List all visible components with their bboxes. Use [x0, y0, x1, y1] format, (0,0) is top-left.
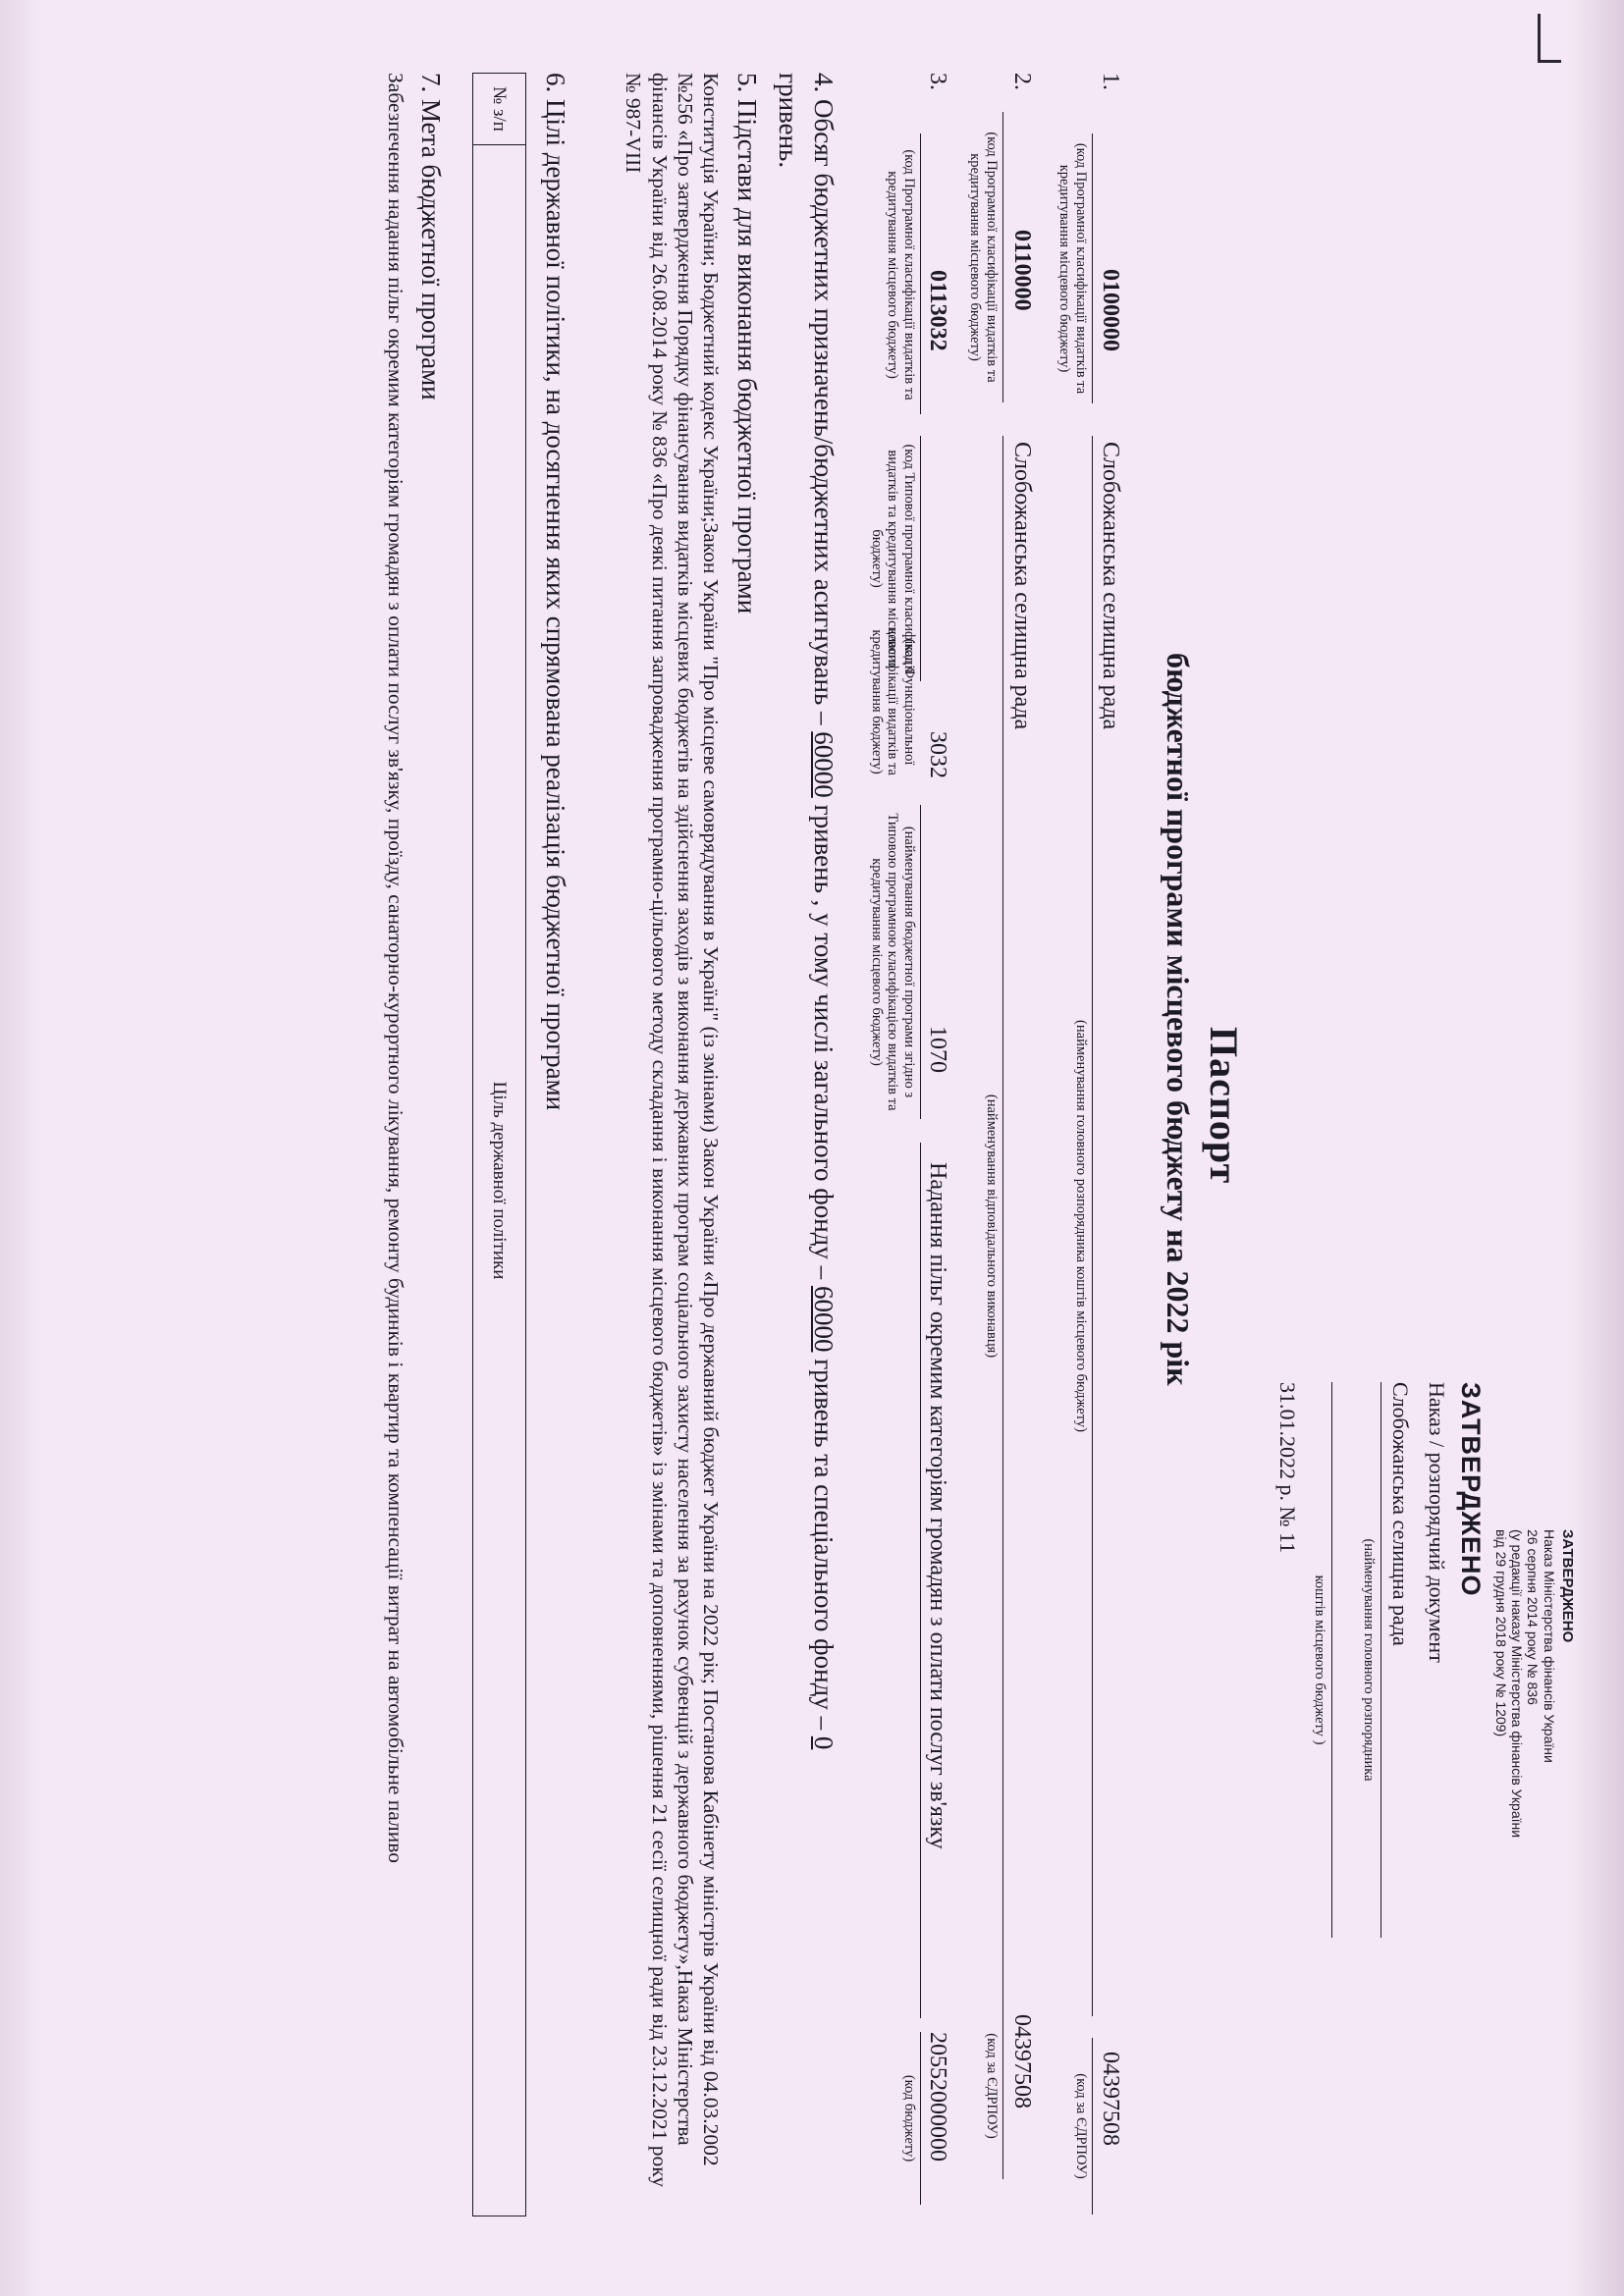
- fkvk-caption: (код Функціональної класифікації видатків та кредитування бюджету): [868, 628, 917, 775]
- program-code-underline: [920, 133, 921, 414]
- program-name-caption: (найменування бюджетної програми згідно з Типовою програмною класифікацією видатків та кредитування місцевого бюджету): [868, 813, 917, 1111]
- document-subtitle: бюджетної програми місцевого бюджету на 2022 рік: [1161, 653, 1196, 1386]
- program-name: Надання пільг окремим категоріям громадян з оплати послуг зв'язку: [925, 1162, 950, 1849]
- program-code-underline: [1092, 133, 1093, 403]
- program-code: 0110000: [1009, 230, 1035, 311]
- program-name-underline: [920, 1143, 921, 2018]
- approved-doc-type: Наказ / розпорядчий документ: [1425, 1382, 1449, 1663]
- tpkvk-caption: (код Типової програмної класифікації видатків та кредитування місцевого бюджету): [868, 444, 917, 673]
- item-number: 2.: [1009, 73, 1035, 90]
- policy-goals-table: [472, 73, 526, 2216]
- column-header-number: № з/п: [473, 74, 526, 145]
- approval-stamp-line: (у редакції наказу Міністерства фінансів України: [1509, 1529, 1525, 1839]
- approved-date-number: 31.01.2022 р. № 11: [1275, 1382, 1300, 1554]
- section-4-amounts: [808, 73, 839, 1749]
- program-code-caption: (код Програмної класифікації видатків та кредитування місцевого бюджету): [1056, 142, 1089, 395]
- budget-code: 20552000000: [925, 2032, 950, 2162]
- manager-name: Слобожанська селищна рада: [1098, 442, 1123, 730]
- tpkvk-underline: [920, 436, 921, 681]
- manager-name-caption: (найменування головного розпорядника коштів місцевого бюджету): [1073, 1020, 1089, 1432]
- edrpou-code: 04397508: [1098, 2052, 1123, 2146]
- section-4-text: 4. Обсяг бюджетних призначень/бюджетних асигнувань –: [809, 73, 839, 725]
- program-code-underline: [1002, 112, 1003, 402]
- fkvk-underline: [920, 805, 921, 1119]
- executor-name-caption: (найменування відповідального виконавця): [984, 1094, 1000, 1359]
- amount-special-fund: 0: [809, 1735, 839, 1750]
- program-code: 0100000: [1098, 269, 1123, 351]
- budget-code-caption: (код бюджету): [901, 2074, 917, 2163]
- program-code: 0113032: [925, 270, 950, 351]
- executor-name: Слобожанська селищна рада: [1009, 442, 1035, 730]
- section-4-text: гривень , у тому числі загального фонду –: [809, 804, 839, 1280]
- section-7-heading: 7. Мета бюджетної програми: [416, 73, 446, 400]
- table-header-row: [473, 74, 526, 2216]
- fkvk-code: 1070: [925, 1026, 950, 1073]
- tpkvk-code: 3032: [925, 731, 950, 778]
- amount-total: 60000: [809, 731, 839, 798]
- section-5-legal-basis: Конституція України; Бюджетний кодекс України;Закон України "Про місцеве самоврядування в Україні" (із змінами) Закон України «Про державний бюджет України на 2022 рік; Постанова Кабінету міністрів України від 04.03.2002 №256 «Про затвердження Порядку фінансування видатків місцевих бюджетів на здійснення заходів з виконання державних програм соціального захисту населення за рахунок субвенцій з державного бюджету»,Наказ Міністерства фінансів України від 26.08.2014 року № 836 «Про деякі питання запровадження програмно-цільового методу складання і виконання місцевого бюджетів» із змінами та доповненнями, рішення 21 сесії селищної ради від 23.12.2021 року № 987-VIII: [622, 73, 723, 2188]
- program-code-caption: (код Програмної класифікації видатків та кредитування місцевого бюджету): [967, 132, 1000, 383]
- edrpou-caption: (код за ЄДРПОУ): [984, 2033, 1000, 2139]
- approved-caption-2: коштів місцевого бюджету ): [1312, 1575, 1327, 1745]
- section-4-text: гривень та спеціального фонду –: [809, 1359, 839, 1731]
- program-code-caption: (код Програмної класифікації видатків та кредитування місцевого бюджету): [885, 149, 917, 400]
- column-header-goal: Ціль державної політики: [473, 145, 526, 2216]
- section-4-text-end: гривень.: [774, 73, 803, 169]
- approval-stamp-title: ЗАТВЕРДЖЕНО: [1559, 1529, 1576, 1643]
- executor-name-underline: [1002, 436, 1003, 2016]
- edrpou-code: 04397508: [1009, 2014, 1035, 2109]
- approval-stamp-line: 26 серпня 2014 року № 836: [1525, 1529, 1541, 1705]
- edrpou-underline: [1002, 1993, 1003, 2179]
- approved-org-underline: [1380, 1382, 1381, 1938]
- edrpou-caption: (код за ЄДРПОУ): [1073, 2073, 1089, 2179]
- edrpou-underline: [1092, 2038, 1093, 2215]
- approval-stamp-line: від 29 грудня 2018 року № 1209): [1493, 1529, 1509, 1737]
- item-number: 3.: [925, 73, 950, 90]
- document-title: Паспорт: [1202, 1027, 1246, 1185]
- item-number: 1.: [1098, 73, 1123, 90]
- approved-org: Слобожанська селищна рада: [1388, 1382, 1413, 1646]
- section-7-budget-goal: Забезпечення надання пільг окремим категоріям громадян з оплати послуг зв'язку, проїзду, санаторно-курортного лікування, ремонту будинків і квартир та компенсації витрат на автомобільне паливо: [384, 73, 407, 1864]
- approved-funds-underline: [1331, 1382, 1332, 1938]
- section-6-heading: 6. Цілі державної політики, на досягнення яких спрямована реалізація бюджетної програми: [541, 73, 570, 1111]
- amount-general-fund: 60000: [809, 1285, 839, 1353]
- approval-stamp-line: Наказ Міністерства фінансів України: [1542, 1529, 1557, 1763]
- approved-title: ЗАТВЕРДЖЕНО: [1456, 1382, 1486, 1597]
- approved-caption-1: (найменування головного розпорядника: [1361, 1538, 1377, 1782]
- budget-code-underline: [920, 2032, 921, 2205]
- manager-name-underline: [1092, 436, 1093, 2016]
- section-5-heading: 5. Підстави для виконання бюджетної програми: [732, 73, 762, 614]
